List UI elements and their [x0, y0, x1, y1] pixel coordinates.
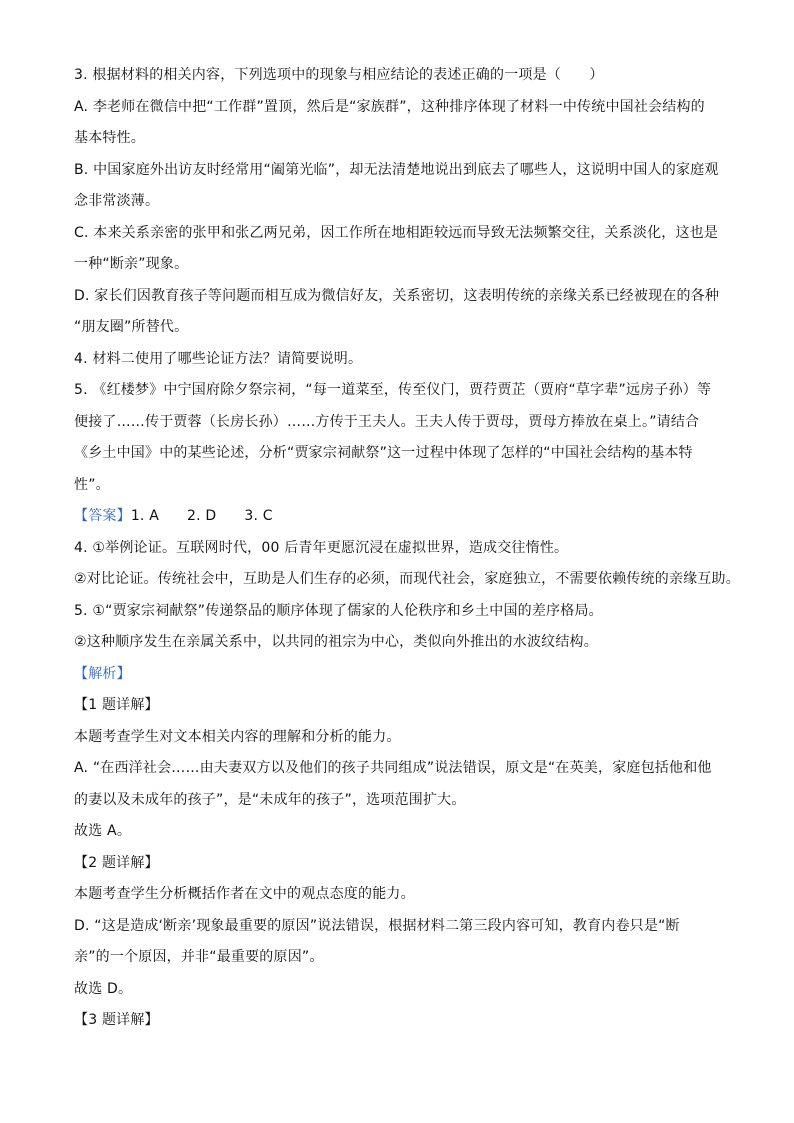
question-3-option-d-cont: “朋友圈”所替代。: [74, 319, 189, 335]
analysis-label: 【解析】: [74, 666, 131, 682]
question-3-option-b-cont: 念非常淡薄。: [74, 193, 160, 209]
detail-1-line-1: 本题考查学生对文本相关内容的理解和分析的能力。: [74, 729, 401, 745]
detail-1-conclusion: 故选 A。: [74, 823, 132, 839]
detail-2-title: 【2 题详解】: [74, 855, 159, 871]
question-5-line-1: 5. 《红楼梦》中宁国府除夕祭宗祠，“每一道菜至，传至仪门，贾荇贾芷（贾府“草字辈”远房子孙）等: [74, 382, 712, 398]
detail-1-line-2: A. “在西洋社会……由夫妻双方以及他们的孩子共同组成”说法错误，原文是“在英美，家庭包括他和他: [74, 760, 712, 776]
question-5-line-3: 《乡土中国》中的某些论述，分析“贾家宗祠献祭”这一过程中体现了怎样的“中国社会结构的基本特: [74, 445, 693, 461]
question-3-option-a-cont: 基本特性。: [74, 130, 145, 146]
answer-label: 【答案】: [74, 508, 131, 524]
answer-4-line-1: 4. ①举例论证。互联网时代，00 后青年更愿沉浸在虚拟世界，造成交往惰性。: [74, 540, 569, 556]
answer-3: 3. C: [244, 508, 273, 524]
detail-2-line-3: 亲”的一个原因，并非“最重要的原因”。: [74, 949, 324, 965]
answer-2: 2. D: [187, 508, 217, 524]
answer-1: 1. A: [130, 508, 159, 524]
question-5-line-4: 性”。: [74, 477, 110, 493]
question-4: 4. 材料二使用了哪些论证方法？请简要说明。: [74, 351, 363, 367]
question-3-option-b: B. 中国家庭外出访友时经常用“阖第光临”，却无法清楚地说出到底去了哪些人，这说明中国人的家庭观: [74, 162, 719, 178]
question-3-option-d: D. 家长们因教育孩子等问题而相互成为微信好友，关系密切，这表明传统的亲缘关系已经被现在的各种: [74, 288, 720, 304]
answer-4-line-2: ②对比论证。传统社会中，互助是人们生存的必须，而现代社会，家庭独立，不需要依赖传统的亲缘互助。: [74, 571, 740, 587]
answer-5-line-2: ②这种顺序发生在亲属关系中，以共同的祖宗为中心，类似向外推出的水波纹结构。: [74, 634, 598, 650]
detail-2-conclusion: 故选 D。: [74, 981, 133, 997]
answer-line: [74, 506, 273, 526]
detail-3-title: 【3 题详解】: [74, 1012, 159, 1028]
question-5-line-2: 便接了……传于贾蓉（长房长孙）……方传于王夫人。王夫人传于贾母，贾母方捧放在桌上。”请结合: [74, 414, 700, 430]
question-3-option-c-cont: 一种“断亲”现象。: [74, 256, 189, 272]
detail-2-line-1: 本题考查学生分析概括作者在文中的观点态度的能力。: [74, 886, 415, 902]
detail-1-title: 【1 题详解】: [74, 697, 159, 713]
question-3-stem: 3. 根据材料的相关内容，下列选项中的现象与相应结论的表述正确的一项是（ ）: [74, 67, 604, 83]
detail-2-line-2: D. “这是造成‘断亲’现象最重要的原因”说法错误，根据材料二第三段内容可知，教育内卷只是“断: [74, 918, 680, 934]
answer-5-line-1: 5. ①“贾家宗祠献祭”传递祭品的顺序体现了儒家的人伦秩序和乡土中国的差序格局。: [74, 603, 603, 619]
question-3-option-a: A. 李老师在微信中把“工作群”置顶，然后是“家族群”，这种排序体现了材料一中传统中国社会结构的: [74, 99, 705, 115]
detail-1-line-3: 的妻以及未成年的孩子”，是“未成年的孩子”，选项范围扩大。: [74, 792, 466, 808]
question-3-option-c: C. 本来关系亲密的张甲和张乙两兄弟，因工作所在地相距较远而导致无法频繁交往，关系淡化，这也是: [74, 225, 719, 241]
